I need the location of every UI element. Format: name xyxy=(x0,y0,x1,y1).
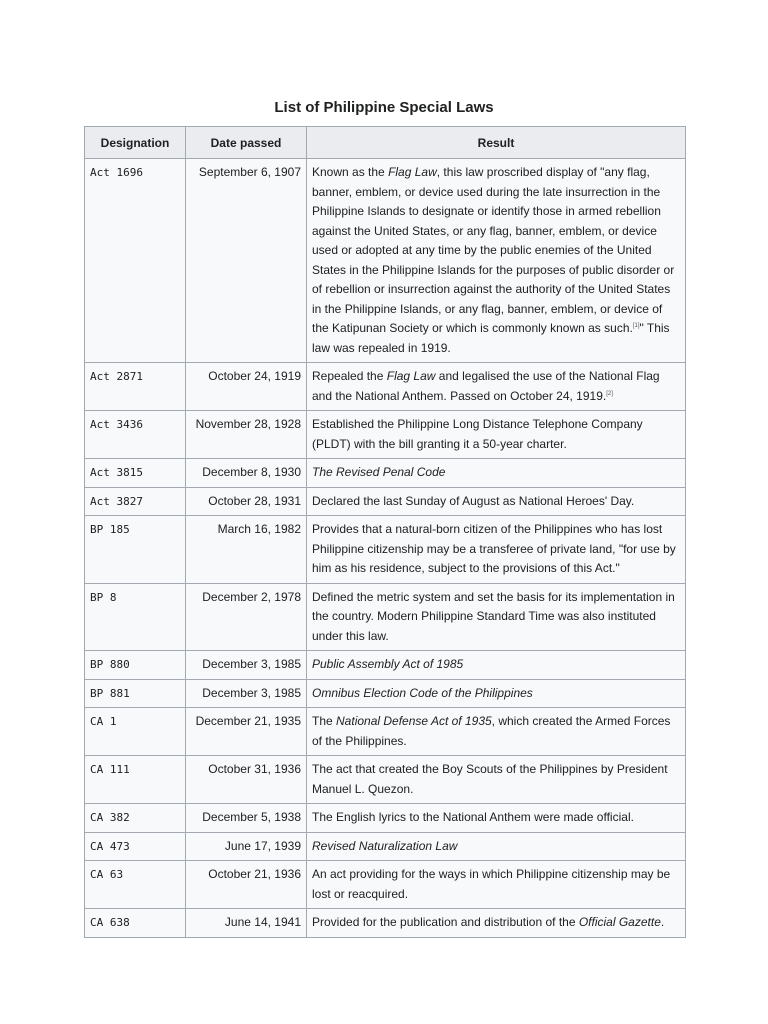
column-header-date-passed[interactable]: Date passed xyxy=(186,127,307,159)
cell-date-passed: December 2, 1978 xyxy=(186,583,307,651)
cell-date-passed: December 21, 1935 xyxy=(186,708,307,756)
result-text: and legalised the use of the National Flag and the National Anthem. Passed on October 24, 1919. xyxy=(312,369,660,403)
result-text: Repealed the xyxy=(312,369,387,383)
result-text: , this law proscribed display of "any flag, banner, emblem, or device used during the late insurrection in the Philippine Islands to designate or identify those in armed rebellion against the United States, or any flag, banner, emblem, or device used or adopted at any time by the public enemies of the United States in the Philippine Islands for the purposes of public disorder or of rebellion or insurrection against the authority of the United States in the Philippine Islands, or any flag, banner, emblem, or device of the Katipunan Society or which is commonly known as such. xyxy=(312,165,675,335)
table-row xyxy=(85,159,686,363)
cell-date-passed: December 8, 1930 xyxy=(186,459,307,488)
table-row xyxy=(85,651,686,680)
result-text: Established the Philippine Long Distance Telephone Company (PLDT) with the bill granting it a 50-year charter. xyxy=(312,417,643,451)
cell-date-passed: December 3, 1985 xyxy=(186,651,307,680)
result-italic-text: Flag Law xyxy=(388,165,437,179)
cell-designation: CA 63 xyxy=(85,861,186,909)
result-text: , which created the Armed Forces of the Philippines. xyxy=(312,714,671,748)
cell-designation: Act 2871 xyxy=(85,363,186,411)
cell-designation: CA 111 xyxy=(85,756,186,804)
cell-result xyxy=(307,909,686,938)
cell-date-passed: December 5, 1938 xyxy=(186,804,307,833)
cell-date-passed: October 21, 1936 xyxy=(186,861,307,909)
cell-date-passed: October 31, 1936 xyxy=(186,756,307,804)
cell-designation: Act 3827 xyxy=(85,487,186,516)
cell-result xyxy=(307,583,686,651)
result-italic-text: Omnibus Election Code of the Philippines xyxy=(312,685,533,700)
cell-result xyxy=(307,832,686,861)
cell-result xyxy=(307,861,686,909)
table-row xyxy=(85,679,686,708)
cell-result xyxy=(307,651,686,680)
laws-table xyxy=(84,126,686,938)
result-text: . xyxy=(660,915,665,929)
citation-reference[interactable]: [1] xyxy=(632,323,640,329)
result-text: The xyxy=(312,714,337,728)
cell-date-passed: November 28, 1928 xyxy=(186,411,307,459)
cell-designation: CA 1 xyxy=(85,708,186,756)
table-row xyxy=(85,411,686,459)
page-title: List of Philippine Special Laws xyxy=(274,99,494,116)
table-row xyxy=(85,363,686,411)
cell-date-passed: December 3, 1985 xyxy=(186,679,307,708)
cell-result xyxy=(307,363,686,411)
cell-result xyxy=(307,708,686,756)
cell-designation: BP 880 xyxy=(85,651,186,680)
cell-date-passed: June 17, 1939 xyxy=(186,832,307,861)
cell-result xyxy=(307,487,686,516)
result-italic-text: Flag Law xyxy=(386,369,436,383)
cell-designation: CA 382 xyxy=(85,804,186,833)
cell-result xyxy=(307,756,686,804)
result-italic-text: The Revised Penal Code xyxy=(312,465,446,479)
cell-result xyxy=(307,411,686,459)
cell-date-passed: October 24, 1919 xyxy=(186,363,307,411)
table-row xyxy=(85,708,686,756)
cell-result xyxy=(307,804,686,833)
cell-result xyxy=(307,459,686,488)
citation-reference[interactable]: [2] xyxy=(606,390,613,397)
cell-designation: BP 8 xyxy=(85,583,186,651)
result-text: " This law was repealed in 1919. xyxy=(312,321,670,355)
table-row xyxy=(85,459,686,488)
result-italic-text: Revised Naturalization Law xyxy=(312,838,458,853)
cell-date-passed: March 16, 1982 xyxy=(186,516,307,584)
cell-designation: BP 185 xyxy=(85,516,186,584)
result-text: Defined the metric system and set the basis for its implementation in the country. Modern Philippine Standard Time was also instituted under this law. xyxy=(312,589,675,643)
table-row xyxy=(85,861,686,909)
cell-designation: CA 473 xyxy=(85,832,186,861)
result-text: An act providing for the ways in which Philippine citizenship may be lost or reacquired. xyxy=(312,867,671,901)
table-row xyxy=(85,487,686,516)
table-row xyxy=(85,756,686,804)
table-header-row xyxy=(85,127,686,159)
column-header-result[interactable]: Result xyxy=(307,127,686,159)
table-row xyxy=(85,583,686,651)
table-body xyxy=(85,159,686,938)
table-row xyxy=(85,832,686,861)
cell-date-passed: September 6, 1907 xyxy=(186,159,307,363)
result-text: The act that created the Boy Scouts of the Philippines by President Manuel L. Quezon. xyxy=(312,762,668,796)
cell-date-passed: October 28, 1931 xyxy=(186,487,307,516)
cell-result xyxy=(307,679,686,708)
table-row xyxy=(85,804,686,833)
column-header-designation[interactable]: Designation xyxy=(85,127,186,159)
result-text: Declared the last Sunday of August as National Heroes' Day. xyxy=(312,493,635,508)
result-italic-text: Public Assembly Act of 1985 xyxy=(312,657,464,671)
cell-designation: Act 1696 xyxy=(85,159,186,363)
cell-designation: Act 3815 xyxy=(85,459,186,488)
cell-designation: CA 638 xyxy=(85,909,186,938)
table-row xyxy=(85,516,686,584)
result-text: Provides that a natural-born citizen of the Philippines who has lost Philippine citizenship may be a transferee of private land, "for use by him as his residence, subject to the provisions of this Act." xyxy=(312,522,676,575)
cell-designation: BP 881 xyxy=(85,679,186,708)
cell-result xyxy=(307,516,686,584)
result-italic-text: National Defense Act of 1935 xyxy=(336,714,492,728)
result-text: Known as the xyxy=(312,165,389,179)
result-italic-text: Official Gazette xyxy=(578,915,661,929)
result-text: Provided for the publication and distribution of the xyxy=(312,915,579,929)
cell-result xyxy=(307,159,686,363)
cell-date-passed: June 14, 1941 xyxy=(186,909,307,938)
table-row xyxy=(85,909,686,938)
result-text: The English lyrics to the National Anthem were made official. xyxy=(312,810,634,824)
cell-designation: Act 3436 xyxy=(85,411,186,459)
